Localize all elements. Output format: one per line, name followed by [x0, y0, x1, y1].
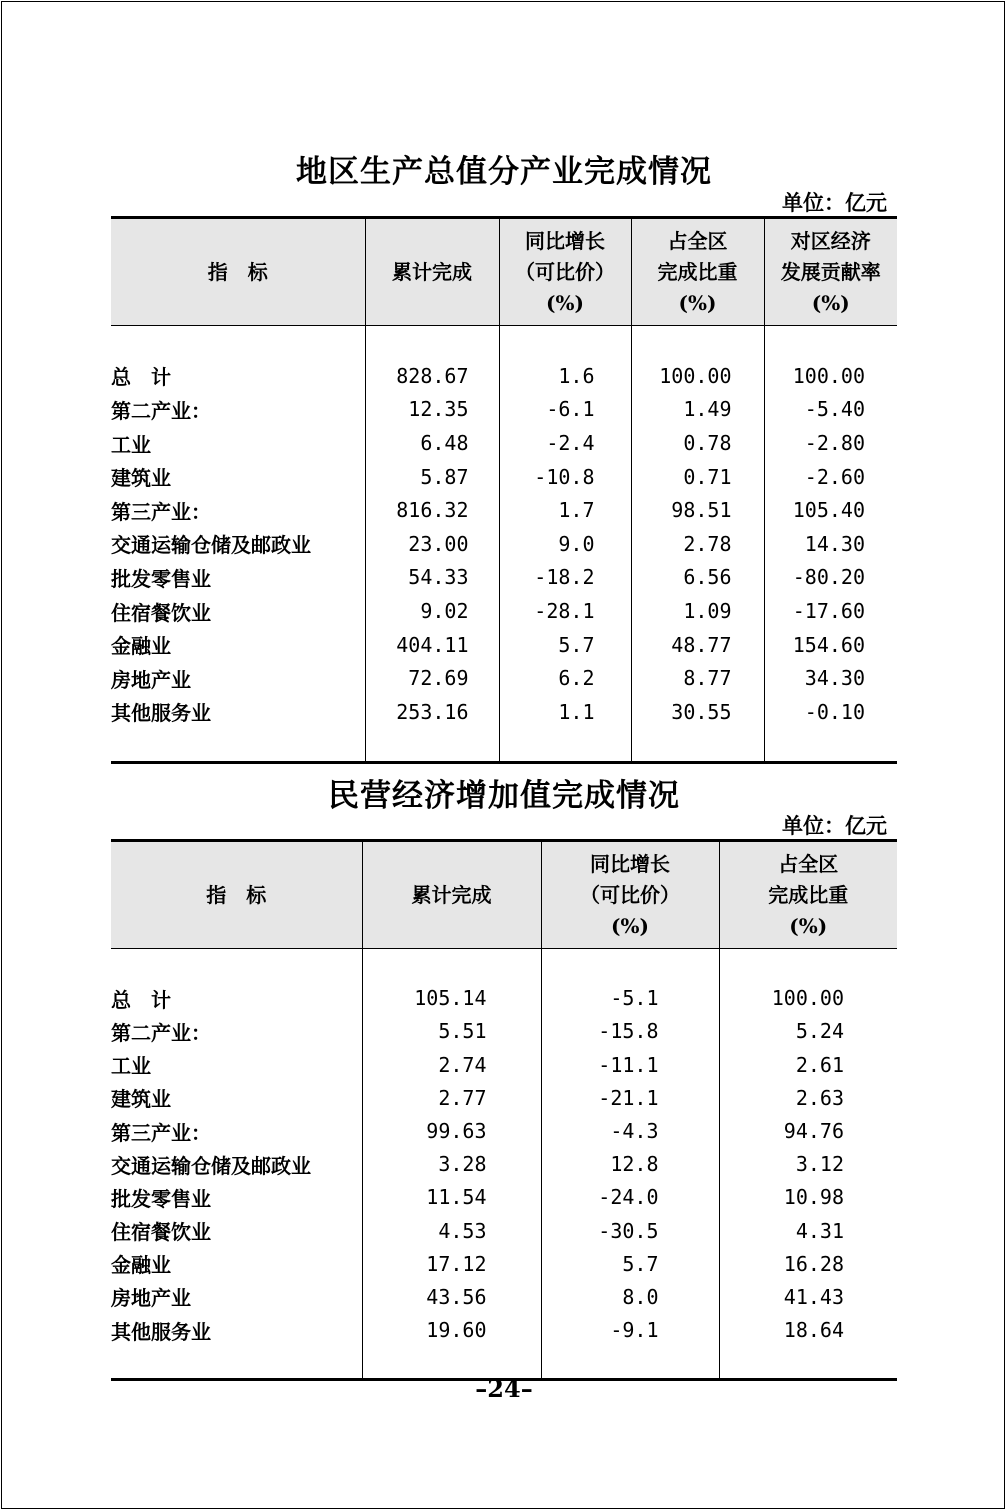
spacer-cell — [365, 729, 499, 763]
value-cell: 1.6 — [499, 359, 631, 393]
column-header-line: 发展贡献率 — [780, 259, 881, 284]
spacer-cell — [764, 326, 897, 360]
table-header-row — [111, 218, 897, 326]
table-row — [111, 1148, 897, 1181]
value-cell: 2.74 — [362, 1048, 541, 1081]
column-header-line: 对区经济 — [790, 228, 871, 253]
value-cell: 154.60 — [764, 628, 897, 662]
value-cell: 1.09 — [631, 594, 764, 628]
value-cell: -2.60 — [764, 460, 897, 494]
value-cell: 9.02 — [365, 594, 499, 628]
column-header-line: 占全区 — [778, 851, 839, 876]
value-cell: -5.1 — [541, 982, 719, 1015]
table-row — [111, 393, 897, 427]
private-economy-table — [111, 839, 897, 1381]
value-cell: 100.00 — [764, 359, 897, 393]
value-cell: 8.0 — [541, 1280, 719, 1313]
value-cell: 48.77 — [631, 628, 764, 662]
value-cell: 14.30 — [764, 527, 897, 561]
table-row — [111, 1280, 897, 1313]
value-cell: 0.71 — [631, 460, 764, 494]
value-cell: -18.2 — [499, 561, 631, 595]
value-cell: -9.1 — [541, 1314, 719, 1347]
table-row — [111, 1081, 897, 1114]
table-row — [111, 493, 897, 527]
spacer-cell — [541, 949, 719, 982]
value-cell: 5.24 — [719, 1015, 897, 1048]
value-cell: 1.1 — [499, 695, 631, 729]
column-header-line: 同比增长 — [590, 851, 670, 876]
table1-title: 地区生产总值分产业完成情况 — [296, 154, 712, 190]
table-header-row — [111, 841, 897, 949]
spacer-cell — [111, 729, 365, 763]
column-header-line: (%) — [546, 290, 584, 315]
value-cell: -17.60 — [764, 594, 897, 628]
spacer-row — [111, 949, 897, 982]
table-row — [111, 426, 897, 460]
value-cell: 9.0 — [499, 527, 631, 561]
value-cell: 6.2 — [499, 661, 631, 695]
table-row — [111, 359, 897, 393]
spacer-cell — [111, 949, 362, 982]
spacer-row — [111, 729, 897, 763]
value-cell: 54.33 — [365, 561, 499, 595]
value-cell: 6.56 — [631, 561, 764, 595]
value-cell: 404.11 — [365, 628, 499, 662]
table-row — [111, 1015, 897, 1048]
page-number: –24– — [475, 1374, 533, 1403]
row-label: 总 计 — [111, 365, 171, 390]
value-cell: 5.87 — [365, 460, 499, 494]
value-cell: 100.00 — [631, 359, 764, 393]
table-row — [111, 1214, 897, 1247]
table-row — [111, 1247, 897, 1280]
row-label: 交通运输仓储及邮政业 — [111, 533, 311, 558]
gdp-by-industry-table — [111, 216, 897, 764]
spacer-cell — [764, 729, 897, 763]
column-header-line: （可比价） — [515, 259, 615, 284]
value-cell: -4.3 — [541, 1114, 719, 1147]
value-cell: 41.43 — [719, 1280, 897, 1313]
row-label: 批发零售业 — [111, 566, 211, 591]
value-cell: 5.7 — [499, 628, 631, 662]
table-row — [111, 1181, 897, 1214]
column-header-line: 占全区 — [667, 228, 728, 253]
table-row — [111, 1314, 897, 1347]
value-cell: 30.55 — [631, 695, 764, 729]
value-cell: -24.0 — [541, 1181, 719, 1214]
row-label: 建筑业 — [111, 466, 171, 491]
row-label: 第二产业： — [111, 1020, 211, 1045]
value-cell: 19.60 — [362, 1314, 541, 1347]
table-row — [111, 661, 897, 695]
value-cell: 17.12 — [362, 1247, 541, 1280]
spacer-cell — [719, 949, 897, 982]
column-header — [719, 841, 897, 949]
table-row — [111, 982, 897, 1015]
value-cell: -28.1 — [499, 594, 631, 628]
value-cell: -30.5 — [541, 1214, 719, 1247]
column-header — [362, 841, 541, 949]
spacer-cell — [499, 729, 631, 763]
row-label: 第三产业： — [111, 1120, 211, 1145]
value-cell: -21.1 — [541, 1081, 719, 1114]
spacer-cell — [111, 326, 365, 360]
value-cell: 2.61 — [719, 1048, 897, 1081]
table-row — [111, 628, 897, 662]
value-cell: 4.53 — [362, 1214, 541, 1247]
column-header-line: （可比价） — [580, 882, 680, 907]
value-cell: 72.69 — [365, 661, 499, 695]
row-label: 住宿餐饮业 — [111, 1220, 211, 1245]
spacer-cell — [362, 949, 541, 982]
column-header-line: 指 标 — [207, 259, 268, 284]
column-header — [499, 218, 631, 326]
value-cell: 105.40 — [764, 493, 897, 527]
row-label: 其他服务业 — [111, 1319, 211, 1344]
table-row — [111, 527, 897, 561]
row-label: 第二产业： — [111, 398, 211, 423]
value-cell: -2.4 — [499, 426, 631, 460]
table-row — [111, 695, 897, 729]
row-label: 工业 — [111, 432, 151, 457]
value-cell: 98.51 — [631, 493, 764, 527]
value-cell: 1.7 — [499, 493, 631, 527]
value-cell: 5.7 — [541, 1247, 719, 1280]
row-label: 金融业 — [111, 634, 171, 659]
column-header-line: (%) — [611, 913, 649, 938]
value-cell: 8.77 — [631, 661, 764, 695]
value-cell: -10.8 — [499, 460, 631, 494]
value-cell: 253.16 — [365, 695, 499, 729]
column-header-line: (%) — [811, 290, 850, 315]
value-cell: 2.78 — [631, 527, 764, 561]
value-cell: -0.10 — [764, 695, 897, 729]
column-header-line: (%) — [678, 290, 717, 315]
column-header-line: 累计完成 — [411, 882, 492, 907]
value-cell: 11.54 — [362, 1181, 541, 1214]
column-header-line: 累计完成 — [392, 259, 472, 284]
column-header-line: (%) — [789, 913, 828, 938]
row-label: 住宿餐饮业 — [111, 600, 211, 625]
column-header-line: 完成比重 — [657, 259, 738, 284]
value-cell: 10.98 — [719, 1181, 897, 1214]
spacer-cell — [631, 729, 764, 763]
value-cell: 12.35 — [365, 393, 499, 427]
table-row — [111, 1048, 897, 1081]
value-cell: 12.8 — [541, 1148, 719, 1181]
spacer-cell — [499, 326, 631, 360]
value-cell: 99.63 — [362, 1114, 541, 1147]
value-cell: -2.80 — [764, 426, 897, 460]
row-label: 其他服务业 — [111, 701, 211, 726]
value-cell: 1.49 — [631, 393, 764, 427]
table2-unit: 单位：亿元 — [782, 813, 887, 838]
value-cell: 23.00 — [365, 527, 499, 561]
row-label: 工业 — [111, 1054, 151, 1079]
value-cell: -15.8 — [541, 1015, 719, 1048]
table-row — [111, 561, 897, 595]
column-header — [365, 218, 499, 326]
value-cell: 4.31 — [719, 1214, 897, 1247]
table2-title: 民营经济增加值完成情况 — [328, 778, 680, 814]
column-header-line: 指 标 — [206, 882, 267, 907]
value-cell: 18.64 — [719, 1314, 897, 1347]
row-label: 第三产业： — [111, 499, 211, 524]
row-label: 批发零售业 — [111, 1186, 211, 1211]
value-cell: 3.12 — [719, 1148, 897, 1181]
value-cell: -6.1 — [499, 393, 631, 427]
row-label: 房地产业 — [111, 667, 191, 692]
value-cell: 34.30 — [764, 661, 897, 695]
column-header-line: 完成比重 — [768, 882, 849, 907]
value-cell: -11.1 — [541, 1048, 719, 1081]
value-cell: 2.77 — [362, 1081, 541, 1114]
row-label: 金融业 — [111, 1253, 171, 1278]
table-row — [111, 1114, 897, 1147]
column-header — [111, 841, 362, 949]
value-cell: 16.28 — [719, 1247, 897, 1280]
value-cell: 816.32 — [365, 493, 499, 527]
value-cell: 6.48 — [365, 426, 499, 460]
row-label: 总 计 — [111, 987, 171, 1012]
column-header — [541, 841, 719, 949]
column-header — [764, 218, 897, 326]
column-header — [631, 218, 764, 326]
value-cell: 5.51 — [362, 1015, 541, 1048]
value-cell: 43.56 — [362, 1280, 541, 1313]
value-cell: 105.14 — [362, 982, 541, 1015]
value-cell: -5.40 — [764, 393, 897, 427]
table-row — [111, 460, 897, 494]
value-cell: 3.28 — [362, 1148, 541, 1181]
spacer-cell — [365, 326, 499, 360]
value-cell: 100.00 — [719, 982, 897, 1015]
column-header — [111, 218, 365, 326]
value-cell: 828.67 — [365, 359, 499, 393]
column-header-line: 同比增长 — [525, 228, 605, 253]
value-cell: 0.78 — [631, 426, 764, 460]
value-cell: 2.63 — [719, 1081, 897, 1114]
row-label: 房地产业 — [111, 1286, 191, 1311]
table-row — [111, 594, 897, 628]
row-label: 建筑业 — [111, 1087, 171, 1112]
value-cell: -80.20 — [764, 561, 897, 595]
value-cell: 94.76 — [719, 1114, 897, 1147]
spacer-row — [111, 326, 897, 360]
table1-unit: 单位：亿元 — [782, 190, 887, 215]
spacer-cell — [631, 326, 764, 360]
row-label: 交通运输仓储及邮政业 — [111, 1153, 311, 1178]
